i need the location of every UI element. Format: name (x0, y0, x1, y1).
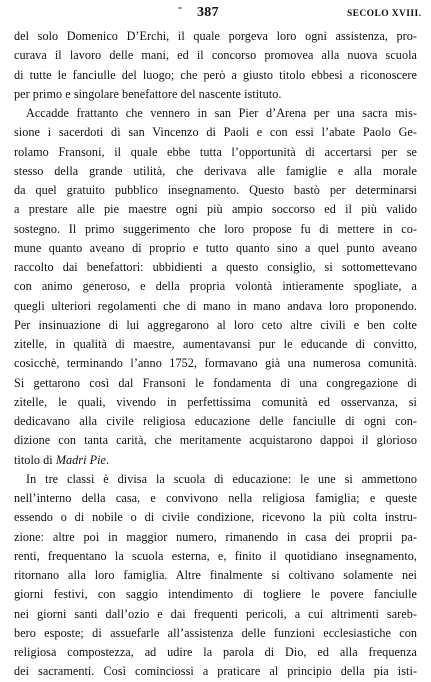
text-line: sione i sacerdoti di san Vincenzo di Paoli e con essi l’abate Paolo Ge- (14, 125, 417, 140)
text-line: bero esposte; di assuefarle all’assistenza delle funzioni ecclesiastiche con (14, 625, 417, 640)
text-line: quegli ulteriori regolamenti che di mano in mano andava loro proponendo. (14, 298, 417, 313)
text-line: Per insinuazione di lui aggregarono al loro ceto altre civili e ben colte (14, 317, 417, 332)
text-segment: . (106, 452, 110, 467)
text-line: religiosa compostezza, ad udire la parola di Dio, ed alla frequenza (14, 645, 417, 659)
text-line: del solo Domenico D’Erchi, il quale porgeva loro ogni assistenza, pro- (14, 29, 417, 43)
text-line: dedicavano alla civile religiosa educazione delle fanciulle di ogni con- (14, 414, 417, 428)
page-number: 387 (197, 5, 219, 20)
italic-title: Madri Pie (55, 452, 107, 467)
text-line: dei sacramenti. Così cominciossi a praticare al principio della pia isti- (14, 664, 417, 679)
paragraph-first-line: Accadde frattanto che vennero in san Pier d’Arena per una sacra mis- (26, 106, 417, 120)
text-line: zitelle, le quali, vivendo in perfettissima comunità ed osservanza, si (14, 394, 417, 409)
text-line: nell’interno della casa, e convivono nella religiosa famiglia; e queste (14, 491, 417, 505)
text-line: nei giorni santi dall’ozio e dai frequenti pericoli, a cui altrimenti sareb- (14, 606, 417, 621)
text-line: giorni festivi, con saggio intendimento di togliere le povere fanciulle (14, 587, 417, 602)
text-line: Si gettarono così dal Fransoni le fondamenta di una congregazione di (14, 375, 417, 390)
text-line: rolamo Fransoni, il quale ebbe tutta l’opportunità di accertarsi per se (14, 144, 417, 159)
running-header: SECOLO XVIII. (347, 9, 422, 19)
text-line: mune quanto aveano di proprio e tutto quanto sino a quel punto aveano (14, 240, 417, 255)
text-line: con animo generoso, e della propria volontà intieramente spogliate, a (14, 279, 417, 294)
text-line: raccolto dai benefattori: ubbidienti a questo consiglio, si sottomettevano (14, 260, 417, 274)
top-mark: - (178, 0, 182, 14)
text-line: stesso della grande utilità, che derivava alle famiglie e alla morale (14, 163, 417, 178)
text-line: curava il lavoro delle mani, ed il concorso promovea alla nuova scuola (14, 48, 417, 63)
body-text (14, 27, 417, 682)
text-line: cosicchè, terminando l’anno 1752, formavano già una numerosa comunità. (14, 356, 417, 371)
text-line: dizione con tanta carità, che meritamente acquistarono dappoi il glorioso (14, 433, 417, 448)
text-line: da quel gratuito pubblico insegnamento. Questo bastò per determinarsi (14, 183, 417, 197)
text-line: essendo o di nobile o di civile condizione, ricevono la più colta instru- (14, 510, 417, 525)
text-line: zitelle, in qualità di maestre, aumentavansi pur le educande di convitto, (14, 337, 417, 351)
text-line: renti, frequentano la scuola esterna, e, finito il quotidiano insegnamento, (14, 548, 417, 563)
text-line: sostegno. Il primo suggerimento che loro propose fu di mettere in co- (14, 221, 417, 236)
paragraph-first-line: In tre classi è divisa la scuola di educazione: le une si ammettono (26, 471, 417, 486)
text-line: ritornano alla loro famiglia. Altre finalmente si coltivano solamente nei (14, 568, 417, 582)
text-line: zione: altre poi in maggior numero, rimanendo in casa dei proprii pa- (14, 529, 417, 544)
text-line (14, 451, 417, 470)
text-line: a prestare alle pie maestre ogni più ampio soccorso ed il più valido (14, 202, 417, 217)
text-line: per primo e singolare benefattore del nascente istituto. (14, 86, 282, 101)
text-line: di tutte le fanciulle del luogo; che però a giusto titolo ebbesi a riconoscere (14, 67, 417, 82)
text-segment: titolo di (14, 452, 56, 467)
